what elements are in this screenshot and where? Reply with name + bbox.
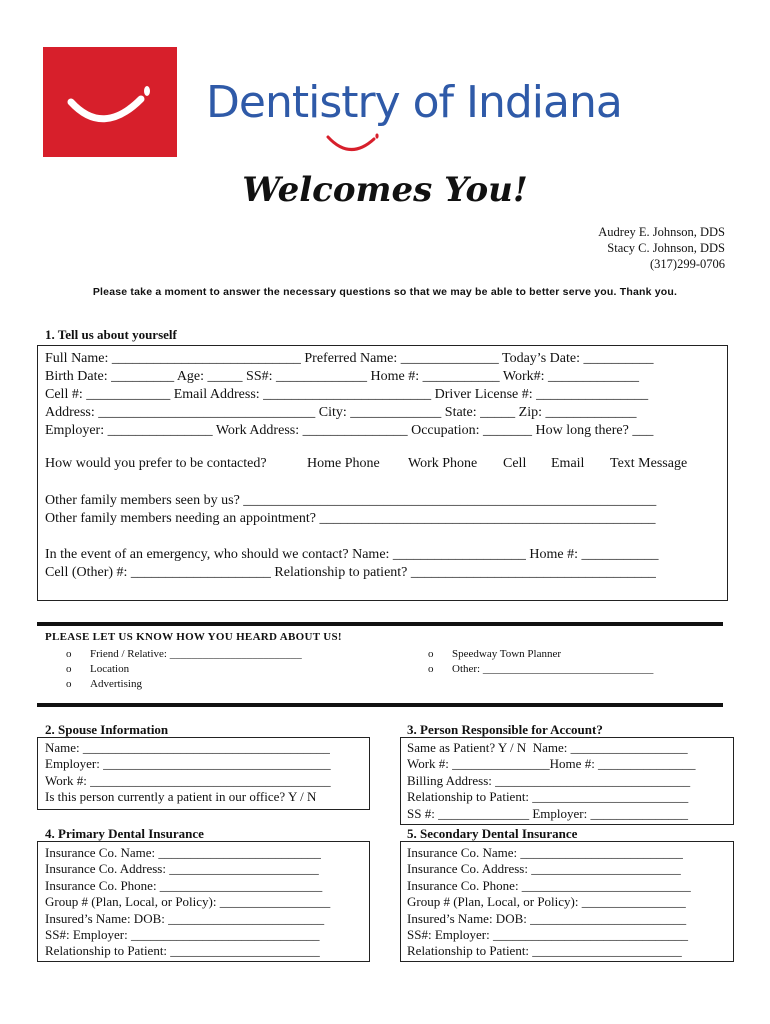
section-1-title: 1. Tell us about yourself — [45, 327, 177, 342]
form-line[interactable]: Group # (Plan, Local, or Policy): _________________ — [45, 894, 331, 910]
section-5-fields — [407, 845, 691, 960]
form-line[interactable]: Other family members seen by us? ___________________________________________________________ — [45, 493, 657, 508]
form-line[interactable]: Cell (Other) #: ____________________ Relationship to patient? ___________________________________ — [45, 565, 656, 580]
form-line[interactable]: Full Name: ___________________________ Preferred Name: ______________ Today’s Date: __________ — [45, 351, 654, 366]
section-5-title: 5. Secondary Dental Insurance — [407, 826, 578, 841]
form-line[interactable]: Insurance Co. Address: _______________________ — [407, 861, 681, 877]
heard-option-label: Friend / Relative: ________________________ — [90, 648, 302, 660]
form-line[interactable]: Birth Date: _________ Age: _____ SS#: _____________ Home #: ___________ Work#: _____________ — [45, 369, 639, 384]
form-line[interactable]: Address: _______________________________ City: _____________ State: _____ Zip: _____________ — [45, 405, 637, 420]
heard-option-label: Location — [90, 663, 130, 675]
contact-option-work-phone[interactable]: Work Phone — [408, 456, 478, 471]
form-line[interactable]: In the event of an emergency, who should we contact? Name: ___________________ Home #: ___________ — [45, 547, 659, 562]
family-fields — [45, 492, 656, 528]
heard-option-label: Advertising — [90, 678, 142, 690]
form-line[interactable]: Insured’s Name: DOB: ________________________ — [45, 910, 325, 926]
bullet-icon: o — [428, 663, 434, 675]
heard-option[interactable] — [428, 647, 653, 662]
heard-right-list — [428, 647, 653, 677]
doctor-1: Audrey E. Johnson, DDS — [598, 225, 725, 239]
heard-left-list — [66, 647, 302, 692]
heard-option-label: Other: _______________________________ — [452, 663, 654, 675]
heard-option[interactable] — [66, 677, 302, 692]
contact-option-cell[interactable]: Cell — [503, 456, 527, 471]
form-line[interactable]: Insurance Co. Name: _________________________ — [45, 845, 321, 860]
heard-about-title: PLEASE LET US KNOW HOW YOU HEARD ABOUT US! — [45, 631, 342, 643]
form-line[interactable]: Insurance Co. Name: _________________________ — [407, 845, 683, 860]
form-line[interactable]: Insurance Co. Phone: __________________________ — [407, 877, 691, 893]
welcome-heading: Welcomes You! — [242, 170, 528, 210]
doctor-2: Stacy C. Johnson, DDS — [607, 241, 725, 255]
heard-option[interactable] — [66, 647, 302, 662]
form-line[interactable]: Insurance Co. Phone: _________________________ — [45, 877, 323, 893]
contact-prompt: How would you prefer to be contacted? — [45, 456, 267, 471]
form-line[interactable]: Name: ______________________________________ — [45, 740, 330, 755]
form-line[interactable]: Insurance Co. Address: _______________________ — [45, 861, 319, 877]
form-line[interactable]: Billing Address: ______________________________ — [407, 772, 691, 788]
heard-option[interactable] — [66, 662, 302, 677]
form-line[interactable]: Relationship to Patient: _______________________ — [45, 943, 320, 959]
form-line[interactable]: Relationship to Patient: ________________________ — [407, 789, 689, 805]
doctor-contact — [598, 224, 725, 272]
form-line[interactable]: Is this person currently a patient in our office? Y / N — [45, 789, 317, 805]
heard-option-label: Speedway Town Planner — [452, 648, 562, 660]
form-line[interactable]: Employer: ___________________________________ — [45, 756, 331, 772]
contact-option-text-message[interactable]: Text Message — [610, 456, 688, 471]
contact-option-email[interactable]: Email — [551, 456, 585, 471]
brand-name: Dentistry of Indiana — [206, 77, 622, 128]
form-line[interactable]: SS #: ______________ Employer: _______________ — [407, 805, 688, 821]
brand-smile-icon — [322, 133, 382, 159]
bullet-icon: o — [428, 648, 434, 660]
intro-text: Please take a moment to answer the necessary questions so that we may be able to better serve you. Thank you. — [92, 286, 678, 298]
section-3-fields — [407, 740, 696, 822]
section-2-fields — [45, 740, 331, 806]
contact-preference — [0, 456, 770, 476]
section-1-fields — [45, 350, 653, 440]
emergency-fields — [45, 546, 659, 582]
form-line[interactable]: Same as Patient? Y / N Name: __________________ — [407, 740, 688, 755]
form-line[interactable]: Other family members needing an appointment? ________________________________________________ — [45, 511, 656, 526]
form-line[interactable]: Group # (Plan, Local, or Policy): ________________ — [407, 894, 686, 910]
form-line[interactable]: Work #: _______________Home #: _______________ — [407, 756, 696, 772]
smile-logo-icon — [43, 47, 177, 157]
section-4-title: 4. Primary Dental Insurance — [45, 826, 204, 841]
form-line[interactable]: Insured’s Name: DOB: ________________________ — [407, 910, 687, 926]
section-3-title: 3. Person Responsible for Account? — [407, 722, 603, 737]
divider-bottom — [37, 703, 723, 707]
office-phone: (317)299-0706 — [650, 257, 725, 271]
bullet-icon: o — [66, 648, 72, 660]
form-line[interactable]: Cell #: ____________ Email Address: ________________________ Driver License #: ________________ — [45, 387, 649, 402]
form-line[interactable]: SS#: Employer: ______________________________ — [407, 927, 688, 943]
bullet-icon: o — [66, 663, 72, 675]
form-line[interactable]: Relationship to Patient: _______________________ — [407, 943, 682, 959]
bullet-icon: o — [66, 678, 72, 690]
form-line[interactable]: SS#: Employer: _____________________________ — [45, 927, 320, 943]
form-line[interactable]: Work #: _____________________________________ — [45, 772, 331, 788]
heard-option[interactable] — [428, 662, 653, 677]
logo-mark — [43, 47, 177, 157]
form-line[interactable]: Employer: _______________ Work Address: _______________ Occupation: _______ How long there? ___ — [45, 423, 654, 438]
contact-option-home-phone[interactable]: Home Phone — [307, 456, 380, 471]
divider-top — [37, 622, 723, 626]
section-4-fields — [45, 845, 330, 960]
section-2-title: 2. Spouse Information — [45, 722, 169, 737]
